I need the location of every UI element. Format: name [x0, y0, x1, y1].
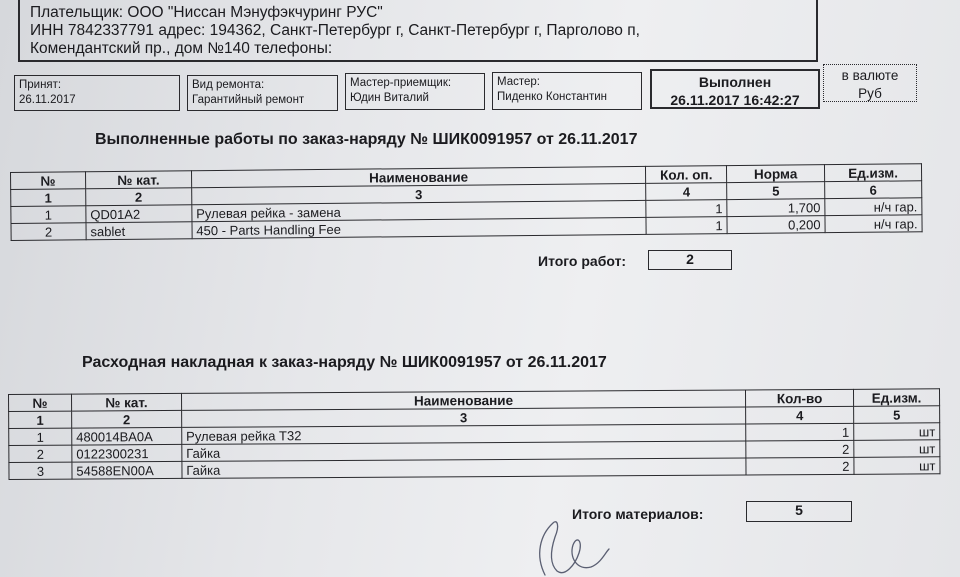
master-value: Пиденко Константин — [497, 91, 608, 103]
row-name: Рулевая рейка Т32 — [182, 424, 746, 444]
accepted-label: Принят: — [19, 79, 62, 91]
accepted-value: 26.11.2017 — [19, 94, 76, 106]
address-line-2: Комендантский пр., дом №140 телефоны: — [30, 40, 333, 57]
col-norm: Норма — [727, 165, 825, 183]
col-cat: № кат. — [85, 171, 191, 189]
row-num: 1 — [11, 206, 86, 224]
row-ops: 1 — [646, 217, 727, 235]
row-norm: 0,200 — [727, 216, 825, 234]
row-num: 3 — [9, 462, 72, 479]
row-cat: sablet — [86, 222, 192, 240]
index-cell: 6 — [825, 181, 922, 199]
index-cell: 4 — [646, 183, 727, 201]
row-cat: 54588EN00A — [72, 461, 182, 479]
status-label: Выполнен — [698, 74, 772, 90]
works-table — [10, 163, 923, 241]
col-name: Наименование — [191, 166, 646, 187]
materials-title: Расходная накладная к заказ-наряду № ШИК0091957 от 26.11.2017 — [82, 354, 607, 371]
works-total-label: Итого работ: — [538, 253, 627, 269]
receiver-value: Юдин Виталий — [350, 92, 429, 104]
row-cat: 480014BA0A — [72, 427, 182, 445]
materials-table — [8, 388, 941, 480]
row-unit: н/ч гар. — [825, 215, 922, 233]
row-unit: н/ч гар. — [825, 198, 922, 216]
row-unit: шт — [854, 423, 940, 441]
row-num: 2 — [11, 223, 86, 241]
col-unit: Ед.изм. — [825, 164, 922, 182]
currency-box — [823, 64, 917, 102]
master-label: Мастер: — [497, 76, 540, 88]
currency-value: Руб — [858, 86, 882, 101]
col-num: № — [11, 172, 86, 190]
col-name: Наименование — [181, 390, 745, 410]
payer-line: Плательщик: ООО "Ниссан Мэнуфэкчуринг РУС" — [30, 4, 383, 21]
repair-type-value: Гарантийный ремонт — [192, 94, 305, 106]
address-line-1: ИНН 7842337791 адрес: 194362, Санкт-Петербург г, Санкт-Петербург г, Парголово п, — [30, 22, 640, 39]
status-box — [650, 69, 820, 109]
row-name: Гайка — [182, 458, 746, 478]
index-cell: 5 — [727, 182, 825, 200]
col-unit: Ед.изм. — [854, 389, 940, 407]
row-name: 450 - Parts Handling Fee — [192, 217, 647, 238]
payer-header — [18, 0, 818, 62]
row-unit: шт — [854, 457, 940, 475]
index-cell: 2 — [72, 410, 182, 428]
currency-label: в валюте — [841, 68, 899, 83]
index-cell: 3 — [181, 407, 745, 427]
row-qty: 1 — [746, 423, 854, 441]
row-cat: 0122300231 — [72, 444, 182, 462]
row-ops: 1 — [646, 200, 727, 218]
works-total-value: 2 — [648, 250, 732, 270]
col-qty: Кол-во — [746, 389, 854, 407]
master-box — [492, 72, 642, 110]
index-cell: 2 — [86, 188, 192, 206]
accepted-box — [14, 75, 180, 111]
col-ops: Кол. оп. — [646, 166, 727, 184]
receiver-label: Мастер-приемщик: — [350, 77, 452, 89]
index-cell: 4 — [746, 406, 854, 424]
index-cell: 1 — [11, 189, 86, 207]
repair-type-box — [187, 75, 338, 111]
row-cat: QD01A2 — [86, 205, 192, 223]
row-num: 1 — [9, 428, 72, 445]
row-norm: 1,700 — [727, 199, 825, 217]
row-name: Гайка — [182, 441, 746, 461]
materials-total-value: 5 — [746, 501, 852, 522]
signature-scribble — [505, 505, 645, 577]
index-cell: 5 — [854, 406, 940, 424]
materials-total-label: Итого материалов: — [572, 506, 704, 522]
works-title: Выполненные работы по заказ-наряду № ШИК0091957 от 26.11.2017 — [95, 131, 638, 148]
index-cell: 3 — [191, 183, 646, 204]
row-qty: 2 — [746, 457, 854, 475]
index-cell: 1 — [9, 411, 72, 428]
row-unit: шт — [854, 440, 940, 458]
col-num: № — [9, 394, 72, 411]
status-value: 26.11.2017 16:42:27 — [670, 92, 800, 108]
row-num: 2 — [9, 445, 72, 462]
receiver-box — [345, 73, 485, 110]
col-cat: № кат. — [71, 393, 181, 411]
row-name: Рулевая рейка - замена — [192, 200, 647, 221]
repair-type-label: Вид ремонта: — [192, 79, 265, 91]
row-qty: 2 — [746, 440, 854, 458]
